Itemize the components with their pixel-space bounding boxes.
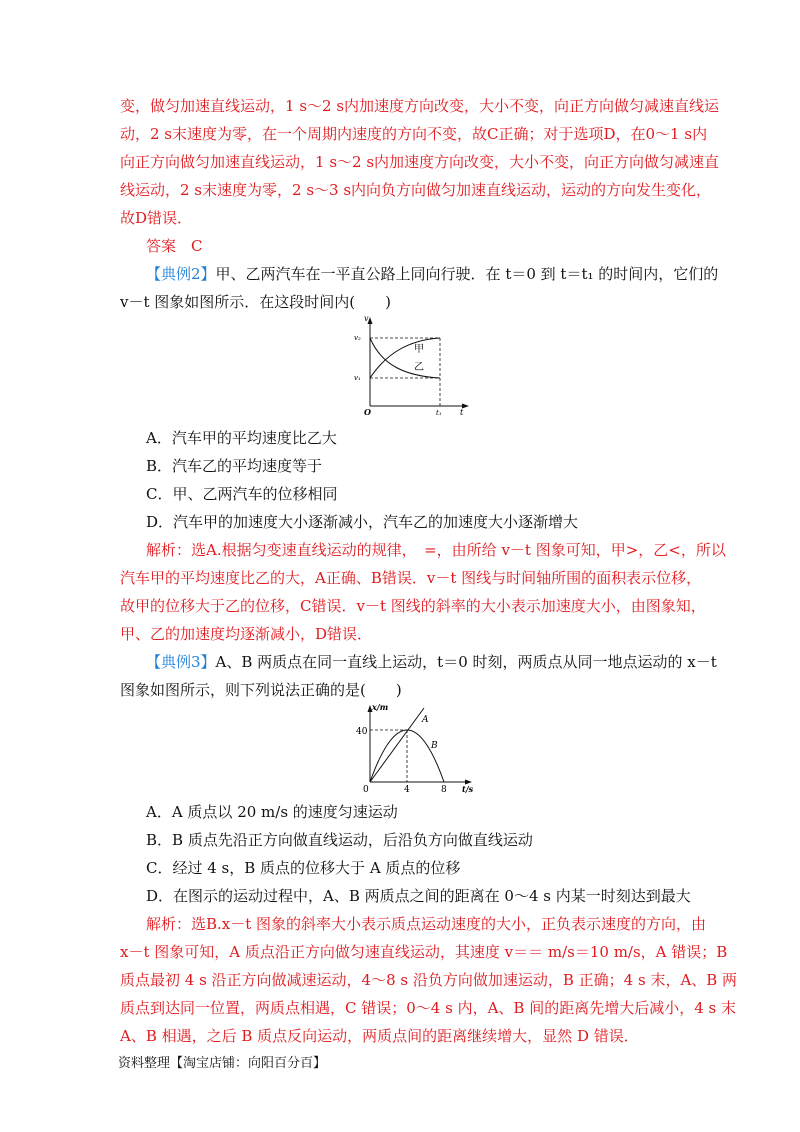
example3-solution-line-5: A、B 相遇，之后 B 质点反向运动，两质点间的距离继续增大，显然 D 错误． — [120, 1027, 639, 1045]
xt-label-a: A — [422, 715, 429, 725]
vt-label-t1: t₁ — [436, 409, 442, 417]
vt-axis-label-t: t — [460, 408, 464, 417]
prev-solution-line-1: 变，做匀加速直线运动，1 s～2 s内加速度方向改变，大小不变，向正方向做匀减速直线运 — [120, 97, 720, 115]
example3-option-a: A．A 质点以 20 m/s 的速度匀速运动 — [146, 803, 398, 821]
xt-label-b: B — [431, 741, 438, 751]
xt-axis-label-x: x/m — [372, 702, 389, 712]
example2-stem-line-2: v－t 图象如图所示．在这段时间内( ) — [120, 293, 391, 311]
xt-tick-4: 4 — [404, 785, 410, 795]
prev-solution-line-3: 向正方向做匀加速直线运动，1 s～2 s内加速度方向改变，大小不变，向正方向做匀减速直 — [120, 153, 720, 171]
vt-origin-label: O — [364, 407, 371, 417]
prev-solution-line-4: 线运动，2 s末速度为零，2 s～3 s内向负方向做匀加速直线运动，运动的方向发生变化， — [120, 181, 712, 199]
example3-solution-line-1: 解析：选B.x－t 图象的斜率大小表示质点运动速度的大小，正负表示速度的方向，由 — [146, 915, 707, 933]
prev-solution-line-2: 动，2 s末速度为零，在一个周期内速度的方向不变，故C正确；对于选项D，在0～1 s内 — [120, 125, 708, 143]
example3-stem-line-1 — [146, 652, 717, 672]
xt-tick-40: 40 — [356, 727, 368, 737]
example3-solution-line-2: x－t 图象可知，A 质点沿正方向做匀速直线运动，其速度 v＝＝ m/s＝10 m/s，A 错误；B — [120, 943, 728, 961]
example2-option-c: C．甲、乙两汽车的位移相同 — [146, 485, 338, 503]
example3-option-b: B．B 质点先沿正方向做直线运动，后沿负方向做直线运动 — [146, 831, 533, 849]
xt-axis-label-t: t/s — [462, 784, 474, 794]
xt-line-a — [370, 708, 424, 782]
example3-solution-line-3: 质点最初 4 s 沿正方向做减速运动，4～8 s 沿负方向做加速运动，B 正确；4 s 末，A、B 两 — [120, 971, 738, 989]
xt-tick-8: 8 — [441, 785, 447, 795]
example3-stem-text: A、B 两质点在同一直线上运动，t＝0 时刻，两质点从同一地点运动的 x－t — [215, 653, 717, 671]
example2-tag: 【典例2】 — [146, 265, 216, 283]
prev-solution-line-5: 故D错误． — [120, 209, 193, 227]
xt-graph-figure — [325, 700, 480, 796]
example2-option-a: A．汽车甲的平均速度比乙大 — [146, 429, 337, 447]
xt-origin-label: 0 — [363, 785, 369, 795]
example3-solution-line-4: 质点到达同一位置，两质点相遇，C 错误；0～4 s 内，A、B 间的距离先增大后减小，4 s 末 — [120, 999, 736, 1017]
example2-stem-text: 甲、乙两汽车在一平直公路上同向行驶．在 t＝0 到 t＝t₁ 的时间内，它们的 — [215, 265, 719, 283]
vt-curve-jia — [370, 338, 440, 378]
example2-option-d: D．汽车甲的加速度大小逐渐减小，汽车乙的加速度大小逐渐增大 — [146, 513, 579, 531]
vt-graph-figure — [352, 312, 478, 418]
vt-axis-label-v: v — [364, 314, 369, 323]
vt-label-v2: v₂ — [354, 334, 361, 342]
example2-stem-line-1 — [146, 264, 719, 284]
vt-curve-yi — [370, 338, 440, 378]
vt-label-yi: 乙 — [414, 362, 424, 373]
example3-stem-line-2: 图象如图所示，则下列说法正确的是( ) — [120, 681, 402, 699]
example2-solution-line-2: 汽车甲的平均速度比乙的大，A正确、B错误．v－t 图线与时间轴所围的面积表示位移， — [120, 569, 702, 587]
example2-solution-line-4: 甲、乙的加速度均逐渐减小，D错误． — [120, 625, 373, 643]
vt-label-v1: v₁ — [354, 374, 361, 382]
example3-option-d: D．在图示的运动过程中，A、B 两质点之间的距离在 0～4 s 内某一时刻达到最大 — [146, 887, 691, 905]
example2-option-b: B．汽车乙的平均速度等于 — [146, 457, 323, 475]
example2-solution-line-3: 故甲的位移大于乙的位移，C错误．v－t 图线的斜率的大小表示加速度大小，由图象知， — [120, 597, 706, 615]
answer-line: 答案 C — [146, 237, 203, 255]
footer-source: 资料整理【淘宝店铺：向阳百分百】 — [118, 1056, 327, 1071]
example2-solution-line-1: 解析：选A.根据匀变速直线运动的规律， =，由所给 v－t 图象可知，甲>，乙<，所以 — [146, 541, 726, 559]
example3-option-c: C．经过 4 s，B 质点的位移大于 A 质点的位移 — [146, 859, 461, 877]
example3-tag: 【典例3】 — [146, 653, 216, 671]
vt-label-jia: 甲 — [414, 344, 424, 355]
